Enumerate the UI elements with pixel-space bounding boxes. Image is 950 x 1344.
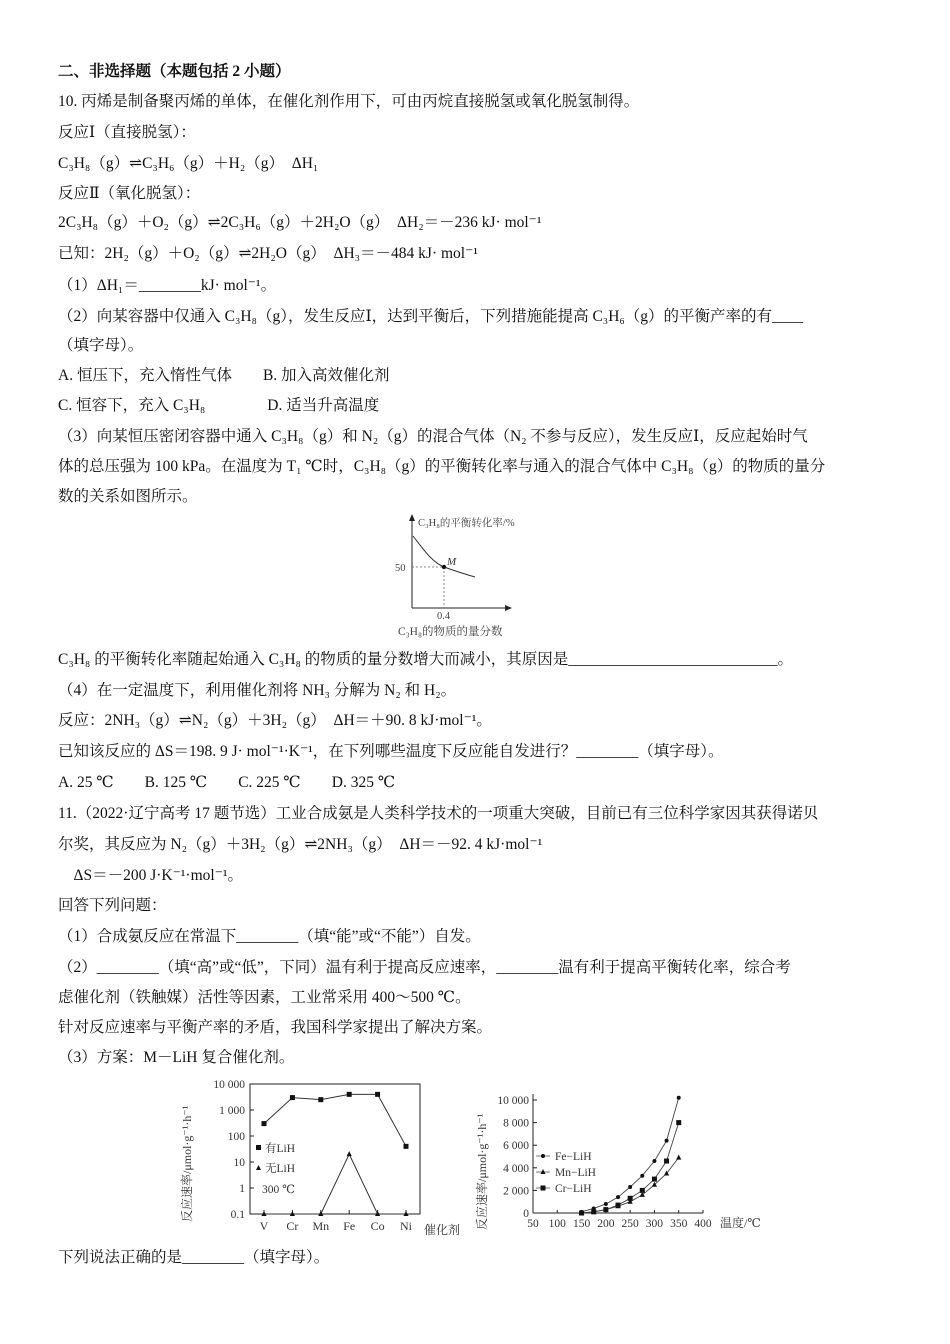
- x-tick-label: Fe: [343, 1219, 356, 1233]
- q10-part-3-cont2: 数的关系如图所示。: [58, 488, 198, 505]
- x-tick-label: 150: [572, 1218, 591, 1230]
- data-point: [404, 1144, 409, 1149]
- x-axis-label: 温度/℃: [720, 1216, 761, 1230]
- x-axis-label: C₃H₈的物质的量分数: [398, 626, 503, 638]
- reaction-2-equation: 2C₃H₈（g）＋O₂（g）⇌2C₃H₆（g）＋2H₂O（g） ΔH₂＝－236 kJ· mol⁻¹: [58, 214, 542, 231]
- x-tick-0.4: 0.4: [437, 611, 451, 622]
- y-tick-label: 0: [523, 1208, 529, 1220]
- x-tick-label: Co: [370, 1219, 385, 1233]
- q10-options-cd: C. 恒容下，充入 C₃H₈ D. 适当升高温度: [58, 397, 380, 414]
- y-axis-label: 反应速率/μmol·g⁻¹·h⁻¹: [180, 1105, 194, 1222]
- reaction-1-label: 反应Ⅰ（直接脱氢）：: [58, 124, 196, 141]
- section-heading: 二、非选择题（本题包括 2 小题）: [58, 63, 291, 80]
- entropy-question: 已知该反应的 ΔS＝198. 9 J· mol⁻¹·K⁻¹，在下列哪些温度下反应能自发进行？________（填字母）。: [58, 743, 724, 760]
- known-reaction: 已知：2H₂（g）＋O₂（g）⇌2H₂O（g） ΔH₃＝－484 kJ· mol⁻¹: [58, 245, 478, 262]
- x-tick-label: Cr: [286, 1219, 299, 1233]
- data-point: [603, 1207, 608, 1212]
- q10-part-1: （1）ΔH₁＝________kJ· mol⁻¹。: [58, 277, 277, 294]
- series-line-fe-lih: [582, 1098, 679, 1212]
- legend-fe: Fe−LiH: [555, 1151, 592, 1163]
- data-point: [579, 1211, 584, 1216]
- legend-marker-without-lih: [256, 1165, 261, 1170]
- legend-with-lih: 有LiH: [265, 1143, 296, 1155]
- temperature-options: A. 25 ℃ B. 125 ℃ C. 225 ℃ D. 325 ℃: [58, 774, 396, 791]
- data-point: [664, 1159, 669, 1164]
- y-tick-label: 4 000: [503, 1162, 529, 1175]
- x-axis-label: 催化剂: [424, 1223, 461, 1237]
- y-tick-label: 2 000: [503, 1185, 529, 1198]
- y-tick-label: 1 000: [219, 1105, 245, 1117]
- data-point: [318, 1097, 323, 1102]
- x-tick-label: 200: [597, 1218, 615, 1230]
- legend-cr: Cr−LiH: [555, 1183, 592, 1195]
- y-tick-label: 10 000: [213, 1079, 245, 1091]
- legend-marker-mn: [541, 1169, 546, 1174]
- reaction-2-label: 反应Ⅱ（氧化脱氢）：: [58, 185, 201, 202]
- data-point: [676, 1120, 681, 1125]
- series-line-with-lih: [264, 1094, 406, 1146]
- legend-marker-with-lih: [256, 1145, 261, 1150]
- q11-part-2: （2）________（填“高”或“低”，下同）温有利于提高反应速率，________温有利于提高平衡转化率，综合考: [58, 959, 791, 976]
- x-tick-label: Mn: [312, 1219, 330, 1233]
- x-tick-label: Ni: [400, 1219, 412, 1233]
- q10-part-2-cont: （填字母）。: [58, 337, 144, 354]
- q10-options-ab: A. 恒压下，充入惰性气体 B. 加入高效催化剂: [58, 367, 390, 384]
- q10-part-2: （2）向某容器中仅通入 C₃H₈（g），发生反应Ⅰ，达到平衡后，下列措施能提高 C₃H₆（g）的平衡产率的有____: [58, 308, 804, 325]
- data-point: [347, 1092, 352, 1097]
- data-point: [290, 1095, 295, 1100]
- data-point: [640, 1174, 644, 1178]
- question-10-intro: 10. 丙烯是制备聚丙烯的单体，在催化剂作用下，可由丙烷直接脱氢或氧化脱氢制得。: [58, 93, 640, 110]
- data-point: [347, 1151, 352, 1156]
- conversion-chart: [380, 510, 550, 645]
- ammonia-reaction: 尔奖，其反应为 N₂（g）＋3H₂（g）⇌2NH₃（g） ΔH＝－92. 4 kJ·mol⁻¹: [58, 836, 543, 853]
- data-point: [591, 1209, 596, 1214]
- data-point: [676, 1155, 681, 1160]
- final-question: 下列说法正确的是________（填字母）。: [58, 1249, 330, 1266]
- catalyst-rate-chart: [172, 1072, 472, 1244]
- q11-part-3: （3）方案：M－LiH 复合催化剂。: [58, 1049, 295, 1066]
- y-tick-label: 8 000: [503, 1117, 529, 1130]
- q11-part-2-cont: 虑催化剂（铁触媒）活性等因素，工业常采用 400～500 ℃。: [58, 989, 471, 1006]
- data-point: [652, 1177, 657, 1182]
- point-m-label: M: [447, 556, 457, 568]
- point-m: [442, 565, 446, 569]
- q11-part-1: （1）合成氨反应在常温下________（填“能”或“不能”）自发。: [58, 928, 481, 945]
- data-point: [665, 1139, 669, 1143]
- q10-part-4: （4）在一定温度下，利用催化剂将 NH₃ 分解为 N₂ 和 H₂。: [58, 682, 457, 699]
- x-tick-label: 350: [670, 1218, 688, 1230]
- x-tick-label: 400: [694, 1218, 712, 1230]
- answer-prompt: 回答下列问题：: [58, 897, 167, 914]
- y-tick-label: 10: [233, 1157, 245, 1169]
- x-tick-label: 250: [621, 1218, 639, 1230]
- y-tick-50: 50: [395, 563, 406, 574]
- data-point: [628, 1196, 633, 1201]
- y-tick-label: 0.1: [230, 1209, 245, 1221]
- x-tick-label: V: [259, 1219, 269, 1233]
- legend-without-lih: 无LiH: [265, 1163, 296, 1175]
- legend-mn: Mn−LiH: [555, 1167, 596, 1179]
- data-point: [628, 1185, 632, 1189]
- temperature-note: 300 ℃: [262, 1184, 295, 1196]
- y-axis-label: C₃H₈的平衡转化率/%: [418, 518, 515, 529]
- q10-part-3-answer: C₃H₈ 的平衡转化率随起始通入 C₃H₈ 的物质的量分数增大而减小，其原因是___________________________。: [58, 651, 794, 668]
- data-point: [262, 1121, 267, 1126]
- q10-part-3-cont: 体的总压强为 100 kPa。在温度为 T₁ ℃时，C₃H₈（g）的平衡转化率与通入的混合气体中 C₃H₈（g）的物质的量分: [58, 458, 826, 475]
- data-point: [652, 1159, 656, 1163]
- legend-marker-fe: [541, 1154, 545, 1158]
- q10-part-3: （3）向某恒压密闭容器中通入 C₃H₈（g）和 N₂（g）的混合气体（N₂ 不参与反应），发生反应Ⅰ，反应起始时气: [58, 428, 808, 445]
- y-tick-label: 6 000: [503, 1140, 529, 1153]
- x-tick-label: 100: [548, 1218, 566, 1230]
- temperature-rate-chart: [468, 1080, 788, 1240]
- y-tick-label: 10 000: [497, 1095, 529, 1107]
- reaction-1-equation: C₃H₈（g）⇌C₃H₆（g）＋H₂（g） ΔH₁: [58, 155, 319, 172]
- data-point: [604, 1202, 608, 1206]
- scheme-intro: 针对反应速率与平衡产率的矛盾，我国科学家提出了解决方案。: [58, 1019, 493, 1036]
- x-tick-label: 300: [645, 1218, 664, 1230]
- data-point: [616, 1195, 620, 1199]
- data-point: [616, 1203, 621, 1208]
- ammonia-entropy: ΔS＝－200 J·K⁻¹·mol⁻¹。: [58, 867, 244, 884]
- y-tick-label: 1: [239, 1183, 245, 1195]
- data-point: [375, 1092, 380, 1097]
- y-tick-label: 100: [227, 1131, 245, 1143]
- question-11-intro: 11.（2022·辽宁高考 17 题节选）工业合成氨是人类科学技术的一项重大突破，目前已有三位科学家因其获得诺贝: [58, 805, 819, 822]
- x-tick-label: 50: [527, 1218, 539, 1230]
- data-point: [677, 1096, 681, 1100]
- nh3-reaction: 反应：2NH₃（g）⇌N₂（g）＋3H₂（g） ΔH＝＋90. 8 kJ·mol⁻¹。: [58, 712, 492, 729]
- legend-marker-cr: [541, 1186, 546, 1191]
- data-point: [640, 1188, 645, 1193]
- y-axis-label: 反应速率/μmol·g⁻¹·h⁻¹: [475, 1113, 489, 1230]
